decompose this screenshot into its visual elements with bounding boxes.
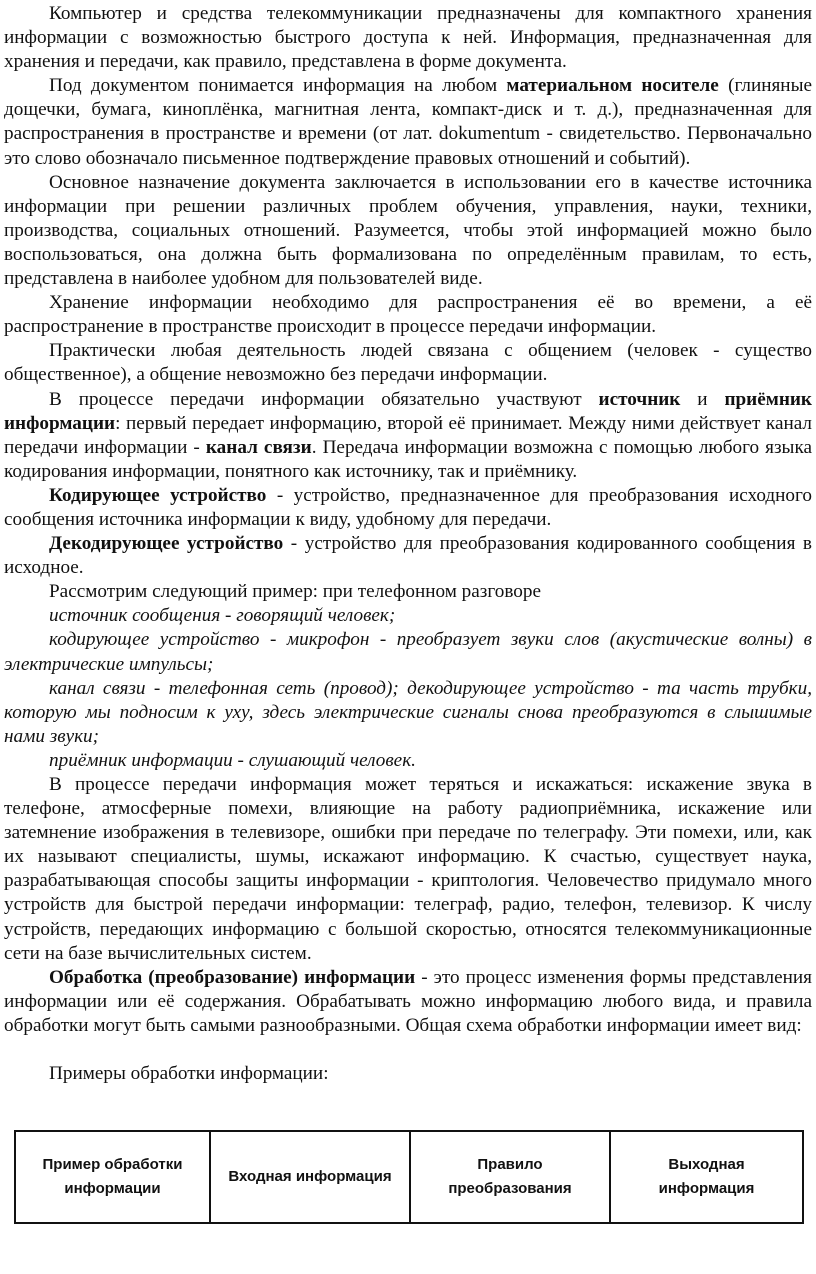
paragraph <box>4 966 812 1038</box>
bold-term: Обработка (преобразование) информации <box>49 966 416 988</box>
italic-text: приёмник информации - слушающий человек. <box>49 749 416 771</box>
table-header-row <box>15 1131 803 1223</box>
text-run: Основное назначение документа заключается в использовании его в качестве источника информации при решении различных проблем обучения, управления, науки, техники, производства, социальных отношений. Разумеется, чтобы этой информацией можно было воспользоваться, она должна быть формализована по определённым правилам, то есть, представлена в наиболее удобном для пользователей виде. <box>4 171 812 290</box>
text-run: . Передача информации возможна с помощью любого языка кодирования информации, понятного как источнику, так и приёмнику. <box>4 436 812 482</box>
header-example: Пример обработки информации <box>15 1131 210 1223</box>
table-caption: Примеры обработки информации: <box>49 1063 329 1085</box>
bold-term: канал связи <box>205 436 312 458</box>
paragraph <box>4 2 812 74</box>
text-run: - устройство для преобразования кодированного сообщения в исходное. <box>4 533 812 579</box>
bold-term: источник <box>598 388 681 410</box>
paragraph <box>4 388 812 484</box>
paragraph <box>4 749 812 773</box>
header-rule: Правило преобразования <box>410 1131 610 1223</box>
examples-table <box>14 1130 804 1224</box>
bold-term: материальном носителе <box>506 75 719 97</box>
bold-term: Кодирующее устройство <box>49 484 267 506</box>
text-run: Компьютер и средства телекоммуникации предназначены для компактного хранения информации с возможностью быстрого доступа к ней. Информация, предназначенная для хранения и передачи, как правило, представлена в форме документа. <box>4 3 812 73</box>
text-run: Рассмотрим следующий пример: при телефонном разговоре <box>49 581 541 603</box>
text-run: Хранение информации необходимо для распространения её во времени, а её распространение в пространстве происходит в процессе передачи информации. <box>4 292 812 338</box>
header-input: Входная информация <box>210 1131 410 1223</box>
text-run: Практически любая деятельность людей связана с общением (человек - существо общественное), а общение невозможно без передачи информации. <box>4 340 812 386</box>
italic-text: кодирующее устройство - микрофон - преобразует звуки слов (акустические волны) в электрические импульсы; <box>4 629 812 675</box>
paragraph <box>4 484 812 532</box>
paragraph <box>4 677 812 749</box>
paragraph <box>4 628 812 676</box>
paragraph <box>4 773 812 966</box>
paragraph <box>4 171 812 291</box>
header-output: Выходная информация <box>610 1131 803 1223</box>
paragraph <box>4 291 812 339</box>
text-run: : первый передает информацию, второй её принимает. Между ними действует канал передачи информации - <box>4 412 812 458</box>
document-body <box>4 2 812 1086</box>
text-run: В процессе передачи информации обязательно участвуют <box>49 388 599 410</box>
text-run: Под документом понимается информация на любом <box>49 75 507 97</box>
italic-text: канал связи - телефонная сеть (провод); декодирующее устройство - та часть трубки, которую мы подносим к уху, здесь электрические сигналы снова преобразуются в слышимые нами звуки; <box>4 677 812 747</box>
text-run: - устройство, предназначенное для преобразования исходного сообщения источника информации к виду, удобному для передачи. <box>4 484 812 530</box>
paragraphs <box>4 2 812 1038</box>
bold-term: Декодирующее устройство <box>49 533 284 555</box>
text-run: В процессе передачи информация может теряться и искажаться: искажение звука в телефоне, атмосферные помехи, влияющие на работу радиоприёмника, искажение или затемнение изображения в телевизоре, ошибки при передаче по телеграфу. Эти помехи, или, как их называют специалисты, шумы, искажают информацию. К счастью, существует наука, разрабатывающая способы защиты информации - криптология. Человечество придумало много устройств для быстрой передачи информации: телеграф, радио, телефон, телевизор. К числу устройств, передающих информацию с большой скоростью, относятся телекоммуникационные сети на базе вычислительных систем. <box>4 774 812 964</box>
paragraph <box>4 580 812 604</box>
paragraph <box>4 604 812 628</box>
blank-line <box>4 1038 812 1062</box>
text-run: и <box>680 388 725 410</box>
text-run: - это процесс изменения формы представления информации или её содержания. Обрабатывать можно информацию любого вида, и правила обработки могут быть самыми разнообразными. Общая схема обработки информации имеет вид: <box>4 966 813 1036</box>
paragraph <box>4 532 812 580</box>
paragraph <box>4 339 812 387</box>
italic-text: источник сообщения - говорящий человек; <box>49 605 396 627</box>
paragraph <box>4 74 812 170</box>
text-run: (глиняные дощечки, бумага, киноплёнка, магнитная лента, компакт-диск и т. д.), предназначенная для распространения в пространстве и времени (от лат. dokumentum - свидетельство. Первоначально это слово обозначало письменное подтверждение правовых отношений и событий). <box>4 75 812 169</box>
bold-term: приёмник информации <box>4 388 812 434</box>
